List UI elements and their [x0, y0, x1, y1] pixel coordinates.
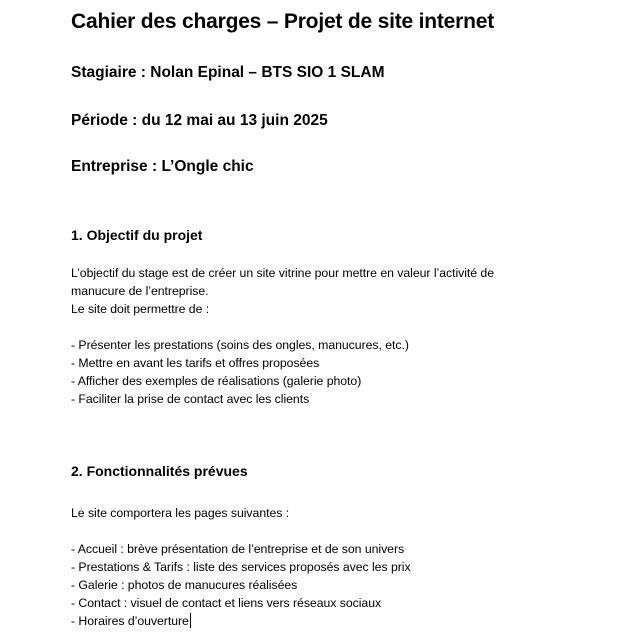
section-heading-objectif: 1. Objectif du projet: [71, 227, 203, 243]
document-title: Cahier des charges – Projet de site internet: [71, 10, 495, 33]
fonctionnalites-list: [71, 540, 411, 630]
list-item: - Afficher des exemples de réalisations (galerie photo): [71, 374, 362, 388]
list-item: - Prestations & Tarifs : liste des services proposés avec les prix: [71, 560, 411, 574]
objectif-intro: Le site doit permettre de :: [71, 302, 210, 316]
company-line: Entreprise : L’Ongle chic: [71, 158, 254, 175]
list-item: - Mettre en avant les tarifs et offres proposées: [71, 356, 320, 370]
objectif-paragraph: [71, 264, 494, 300]
section-heading-fonctionnalites: 2. Fonctionnalités prévues: [71, 463, 248, 479]
paragraph-line: L’objectif du stage est de créer un site vitrine pour mettre en valeur l’activité de: [71, 266, 495, 280]
paragraph-line: manucure de l’entreprise.: [71, 284, 209, 298]
list-item: - Faciliter la prise de contact avec les clients: [71, 392, 310, 406]
list-item-text: - Horaires d’ouverture: [71, 614, 189, 628]
text-cursor: [190, 613, 191, 628]
period-line: Période : du 12 mai au 13 juin 2025: [71, 112, 328, 129]
list-item-last[interactable]: [71, 612, 411, 630]
list-item: - Accueil : brève présentation de l’entreprise et de son univers: [71, 542, 405, 556]
list-item: - Contact : visuel de contact et liens vers réseaux sociaux: [71, 596, 382, 610]
list-item: - Présenter les prestations (soins des ongles, manucures, etc.): [71, 338, 409, 352]
objectif-list: [71, 336, 409, 408]
fonctionnalites-intro: Le site comportera les pages suivantes :: [71, 506, 290, 520]
intern-line: Stagiaire : Nolan Epinal – BTS SIO 1 SLAM: [71, 64, 385, 81]
list-item: - Galerie : photos de manucures réalisées: [71, 578, 298, 592]
